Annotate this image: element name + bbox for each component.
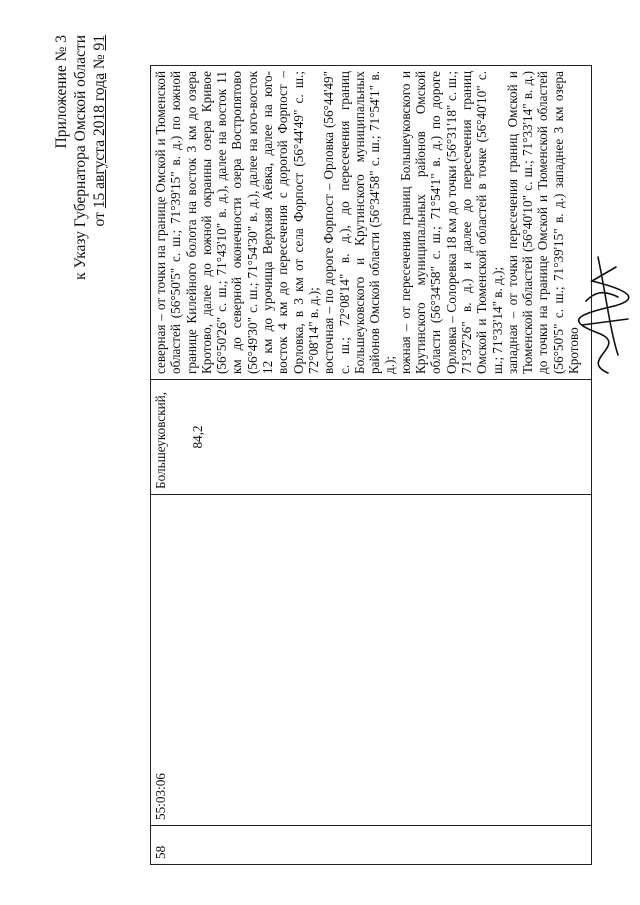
boundary-description [151,66,592,380]
number-prefix: № [91,54,108,70]
district-name: Большеуковский, [153,391,168,489]
decree-reference: к Указу Губернатора Омской области [72,35,89,280]
decree-date-line [90,35,109,345]
decree-date: 15 августа 2018 года [91,73,108,209]
boundary-paragraph: восточная – по дороге Форпост – Орловка (56°44'49" с. ш.; 72°08'14" в. д.), до пересечения границ Большеуковского и Крутинского муниципальных районов Омской области (56°34'58" с. ш.; 71°54'1" в. д.); [321,71,398,374]
appendix-header [52,35,109,345]
area-value: 84,2 [190,425,206,449]
cadastral-code: 55:03:06 [151,495,592,826]
district-cell [151,380,592,495]
date-prefix: от [91,212,108,227]
boundary-paragraph: южная – от пересечения границ Большеуковского и Крутинского муниципальных районов Омской области (56°34'58" с. ш.; 71°54'1" в. д.) по дороге Орловка – Солоревка 18 км до точки (56°31'18" с. ш.; 71°37'26" в. д.) и далее до пересечения границ Омской и Тюменской областей в точке (56°40'10" с. ш.; 71°33'14" в. д.); [397,71,505,374]
table-row [151,66,592,865]
boundary-paragraph: западная – от точки пересечения границ Омской и Тюменской областей (56°40'10" с. ш.; 71°33'14" в. д.) до точки на границе Омской и Тюменской областей (56°50'5" с. ш.; 71°39'15" в. д.) западнее 3 км озера Кротово [504,71,582,374]
decree-number: 91 [91,35,108,51]
boundary-paragraph: северная – от точки на границе Омской и Тюменской областей (56°50'5" с. ш.; 71°39'15" в. д.) по южной границе Килейного болота на восток 3 км до озера Кротово, далее до южной окраины озера Кривое (56°50'26" с. ш.; 71°43'10" в. д.), далее на восток 11 км до северной оконечности озера Востропятово (56°49'30" с. ш.; 71°54'30" в. д.), далее на юго-восток 12 км до урочища Верхняя Аёвка, далее на юго-восток 4 км до пересечения с дорогой Форпост – Орловка, в 3 км от села Форпост (56°44'49" с. ш.; 72°08'14" в. д.); [153,71,321,374]
signature-drawing [568,245,638,385]
boundary-table [150,65,592,865]
appendix-title: Приложение № 3 [53,35,70,149]
signature-stamp [568,245,638,385]
row-number: 58 [151,826,592,865]
boundary-text [153,71,581,374]
